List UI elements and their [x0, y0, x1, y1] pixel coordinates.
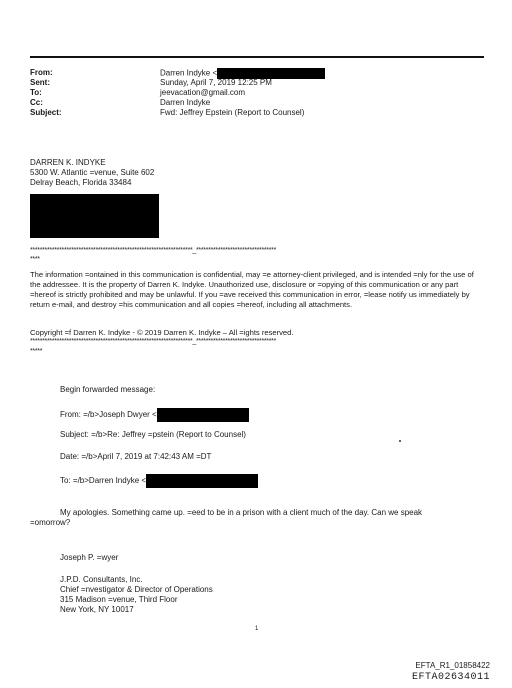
disclaimer-stars-bottom: *******************************************************************_********************************* [30, 338, 277, 345]
to-value: jeevacation@gmail.com [160, 88, 246, 97]
redaction-box [157, 408, 249, 422]
message-sender: Joseph P. =wyer [60, 553, 119, 562]
disclaimer-stars-top: *******************************************************************_********************************* [30, 247, 277, 254]
disclaimer-stars-bottom-2: ***** [30, 348, 43, 355]
disclaimer-text: The information =ontained in this communication is confidential, may =e attorney-client privileged, and is intended =nly for the use of the addressee. It is the property of Darren K. Indyke. Unauthorized use, disclosure or =opying of this communication or any part =hereof is strictly prohibited and may be unlawful. If you =ave received this communication in error, =lease notify us immediately by return e-mail, and destroy =his communication and all copies =hereof, including all attachments. [30, 270, 474, 309]
document-id-1: EFTA_R1_01858422 [415, 661, 490, 670]
forwarded-from [60, 408, 249, 422]
from-label: From: [30, 68, 53, 77]
signature-address-2: Delray Beach, Florida 33484 [30, 178, 132, 187]
copyright-line: Copyright =f Darren K. Indyke - © 2019 Darren K. Indyke – All =ights reserved. [30, 328, 294, 337]
document-id-2: EFTA02634011 [411, 672, 490, 683]
from-row [30, 68, 325, 78]
forwarded-to-text: To: =/b>Darren Indyke < [60, 476, 147, 486]
redaction-box [146, 474, 258, 488]
forwarded-from-text: From: =/b>Joseph Dwyer < [60, 410, 157, 420]
sender-signature [60, 575, 213, 615]
sender-address-1: 315 Madison =venue, Third Floor [60, 595, 178, 604]
forwarded-date: Date: =/b>April 7, 2019 at 7:42:43 AM =DT [60, 452, 212, 461]
sent-label: Sent: [30, 78, 50, 87]
subject-label: Subject: [30, 108, 62, 117]
from-value [160, 68, 325, 78]
forwarded-subject: Subject: =/b>Re: Jeffrey =pstein (Report to Counsel) [60, 430, 246, 439]
from-name: Darren Indyke < [160, 68, 218, 78]
email-header [30, 68, 325, 118]
redaction-box [30, 194, 159, 238]
subject-row [30, 108, 325, 118]
subject-value: Fwd: Jeffrey Epstein (Report to Counsel) [160, 108, 305, 117]
cc-row [30, 98, 325, 108]
signature-address-1: 5300 W. Atlantic =venue, Suite 602 [30, 168, 155, 177]
signature-name: DARREN K. INDYKE [30, 158, 106, 167]
cc-label: Cc: [30, 98, 43, 107]
disclaimer-stars-top-2: **** [30, 256, 40, 263]
cc-value: Darren Indyke [160, 98, 211, 107]
to-row [30, 88, 325, 98]
forwarded-intro: Begin forwarded message: [60, 385, 156, 394]
message-line-2: =omorrow? [30, 518, 71, 527]
page-number: 1 [255, 626, 259, 632]
to-label: To: [30, 88, 42, 97]
sent-value: Sunday, April 7, 2019 12:25 PM [160, 78, 272, 87]
sender-title: Chief =nvestigator & Director of Operations [60, 585, 213, 594]
sent-row [30, 78, 325, 88]
stray-mark [399, 440, 401, 442]
sender-company: J.P.D. Consultants, Inc. [60, 575, 143, 584]
forwarded-to [60, 474, 258, 488]
signature-block [30, 158, 154, 188]
sender-address-2: New York, NY 10017 [60, 605, 134, 614]
message-line-1: My apologies. Something came up. =eed to be in a prison with a client much of the day. Can we speak [60, 508, 423, 517]
header-rule [30, 56, 484, 58]
